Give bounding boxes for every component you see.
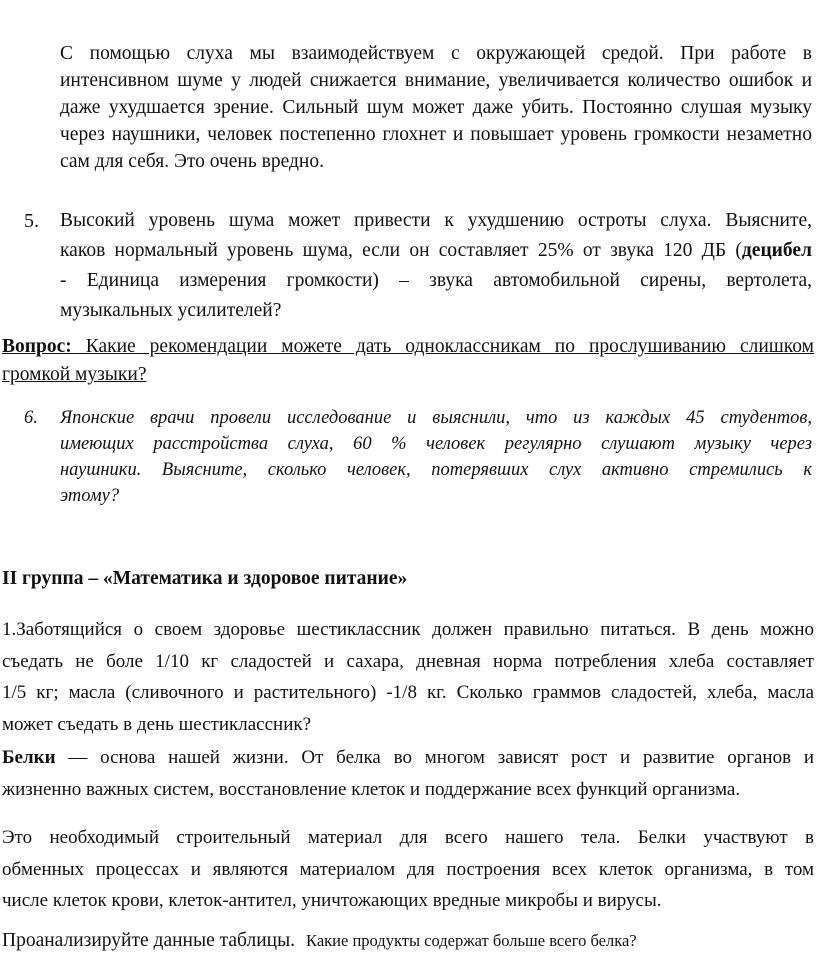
task1-line: 1/5 кг; масла (сливочного и растительного) -1/8 кг. Сколько граммов сладостей, хлеба, масла [2,682,814,703]
task6-line: Японские врачи провели исследование и выяснили, что из каждых 45 студентов, [60,408,812,428]
task1-line: съедать не боле 1/10 кг сладостей и сахара, дневная норма потребления хлеба составляет [2,650,814,672]
question-line: громкой музыки? [2,364,147,385]
intro-line: через наушники, человек постепенно глохнет и повышает уровень громкости незаметно [60,124,812,145]
task1-line: 1.Заботящийся о своем здоровье шестиклассник должен правильно питаться. В день можно [2,619,814,640]
task6-line: наушники. Выясните, сколько человек, потерявших слух активно стремились к [60,460,812,480]
material-line: обменных процессах и являются материалом для построения всех клеток организма, в том [2,858,814,880]
task5-line: Высокий уровень шума может привести к ухудшению остроты слуха. Выясните, [60,210,812,231]
task5-line: каков нормальный уровень шума, если он составляет 25% от звука 120 ДБ (децибел [60,240,812,261]
analyze-main: Проанализируйте данные таблицы. [2,930,296,951]
intro-line: интенсивном шуме у людей снижается внимание, увеличивается количество ошибок и [60,70,812,91]
task5-line: - Единица измерения громкости) – звука автомобильной сирены, вертолета, [60,270,812,291]
task6-line: имеющих расстройства слуха, 60 % человек регулярно слушают музыку через [60,434,812,454]
task5-number: 5. [24,210,39,232]
material-line: числе клеток крови, клеток-антител, уничтожающих вредные микробы и вирусы. [2,890,662,911]
intro-paragraph [60,40,812,175]
group2-heading: II группа – «Математика и здоровое питание» [2,568,408,589]
question-label: Вопрос: [2,336,72,357]
task1-line: может съедать в день шестиклассник? [2,713,312,735]
material-paragraph [2,822,814,917]
task1-text [2,614,814,740]
task5-text [60,206,812,326]
intro-line: С помощью слуха мы взаимодействуем с окружающей средой. При работе в [60,43,812,64]
proteins-paragraph [2,742,814,805]
task6-number: 6. [24,408,38,428]
intro-line: сам для себя. Это очень вредно. [60,151,324,172]
task5-line: музыкальных усилителей? [60,300,282,321]
decibel-term: децибел [741,240,812,261]
analyze-question: Какие продукты содержат больше всего белка? [306,931,637,950]
task6-line: этому? [60,486,120,506]
task6-text [60,405,812,509]
question-block [2,333,814,389]
intro-line: даже ухудшается зрение. Сильный шум может даже убить. Постоянно слушая музыку [60,97,812,118]
analyze-line [2,926,637,955]
proteins-term: Белки [2,747,56,768]
proteins-line: Белки — основа нашей жизни. От белка во многом зависят рост и развитие органов и [2,747,814,768]
question-line: Вопрос: Какие рекомендации можете дать одноклассникам по прослушиванию слишком [2,336,815,357]
proteins-line: жизненно важных систем, восстановление клеток и поддержание всех функций организма. [2,778,741,800]
material-line: Это необходимый строительный материал для всего нашего тела. Белки участвуют в [2,827,814,848]
